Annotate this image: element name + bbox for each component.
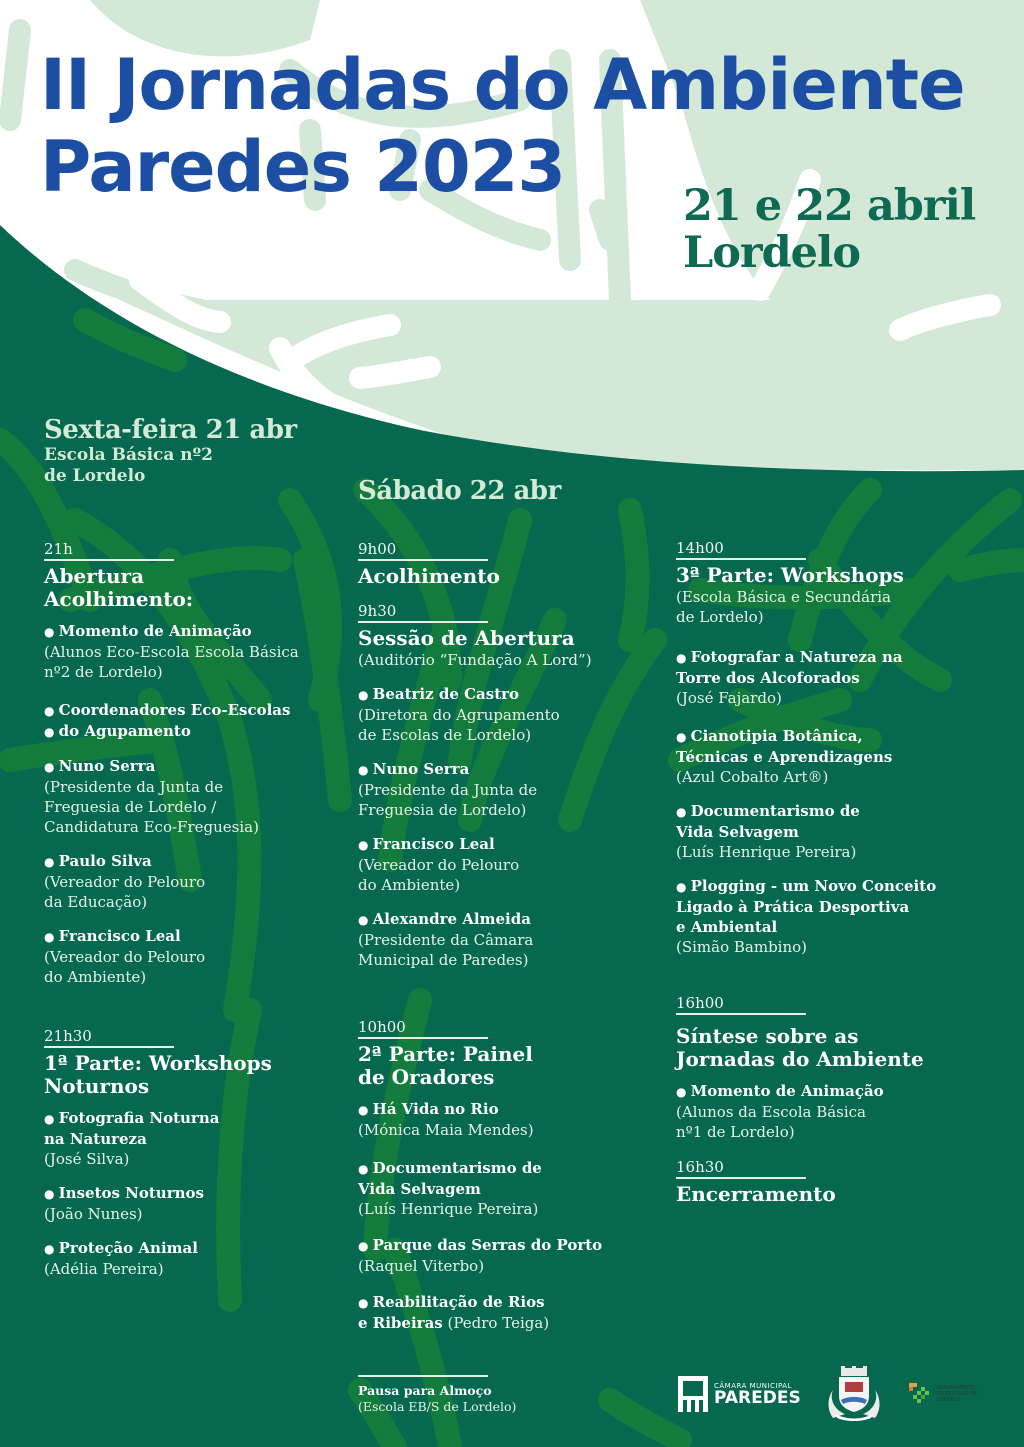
item-title: ● Momento de Animação (676, 1081, 986, 1102)
item-title: ● Documentarismo de (358, 1158, 658, 1179)
session-venue-line: de Lordelo) (676, 608, 764, 626)
list-item (358, 1158, 658, 1219)
session-title (676, 1025, 986, 1071)
item-title: ● Cianotipia Botânica, (676, 726, 986, 747)
dates-text: 21 e 22 abril (683, 181, 976, 231)
list-item (676, 876, 986, 957)
session-title-line: de Oradores (358, 1065, 495, 1089)
saturday-afternoon-column (676, 539, 986, 957)
session-title (44, 1052, 334, 1098)
logo-text-line: LORDELO (936, 1397, 961, 1403)
schedule-block-16h30 (676, 1158, 986, 1206)
item-desc: Freguesia de Lordelo) (358, 801, 527, 819)
session-title-line: Abertura (44, 564, 145, 588)
list-item (44, 1238, 334, 1279)
list-item (676, 647, 986, 708)
item-title: ● Francisco Leal (44, 926, 334, 947)
item-title-cont: ● do Agupamento (44, 721, 334, 742)
time-label: 10h00 (358, 1018, 488, 1039)
item-title: ● Fotografia Noturna (44, 1108, 334, 1129)
list-item (44, 756, 334, 837)
item-title-cont: Vida Selvagem (676, 823, 799, 841)
logo-text-line: DE ESCOLAS DE (936, 1391, 978, 1397)
schedule-block-9h30 (358, 602, 658, 970)
camara-municipal-paredes-logo (676, 1374, 801, 1414)
item-title: ● Nuno Serra (44, 756, 334, 777)
time-label: 21h (44, 540, 174, 561)
item-title: ● Proteção Animal (44, 1238, 334, 1259)
schedule-block-21h (44, 540, 334, 987)
session-title: Sessão de Abertura (358, 626, 575, 650)
list-item (44, 621, 334, 682)
list-item (358, 1292, 658, 1333)
coat-of-arms-icon (825, 1366, 883, 1422)
logo-small-text: CÂMARA MUNICIPAL (714, 1381, 792, 1390)
saturday-day-label: Sábado 22 abr (358, 476, 561, 506)
list-item (44, 1108, 334, 1169)
list-item (358, 759, 658, 820)
session-title-line: 1ª Parte: Workshops (44, 1051, 272, 1075)
list-item (676, 1081, 986, 1142)
lunch-venue: (Escola EB/S de Lordelo) (358, 1399, 517, 1414)
item-title-cont: Ligado à Prática Desportiva (676, 898, 910, 916)
poster-title-line1: II Jornadas do Ambiente (40, 44, 965, 126)
list-item (358, 909, 658, 970)
lunch-divider (358, 1375, 492, 1399)
session-venue: (Auditório “Fundação A Lord”) (358, 651, 592, 669)
item-desc: (Alunos da Escola Básica (676, 1103, 867, 1121)
logo-text-line: AGRUPAMENTO (936, 1385, 976, 1391)
item-title: ● Documentarismo de (676, 801, 986, 822)
session-venue-line: (Escola Básica e Secundária (676, 588, 891, 606)
schedule-block-10h00 (358, 1018, 658, 1333)
item-desc: do Ambiente) (44, 968, 147, 986)
item-desc: Freguesia de Lordelo / (44, 798, 217, 816)
item-desc: do Ambiente) (358, 876, 461, 894)
friday-heading (44, 415, 297, 487)
item-desc: (José Silva) (44, 1150, 130, 1168)
schedule-block-14h00 (676, 539, 986, 957)
time-label: 9h30 (358, 602, 488, 623)
item-desc: (Luís Henrique Pereira) (358, 1200, 539, 1218)
item-title: ● Beatriz de Castro (358, 684, 658, 705)
camara-logo-text (714, 1382, 801, 1407)
list-item (676, 726, 986, 787)
item-desc: (Azul Cobalto Art®) (676, 768, 829, 786)
item-title: ● Parque das Serras do Porto (358, 1235, 658, 1256)
friday-venue-line1: Escola Básica nº2 (44, 445, 213, 465)
list-item (676, 801, 986, 862)
schedule-block-16h00 (676, 994, 986, 1142)
saturday-morning-column-part2 (358, 1018, 658, 1333)
item-title-cont: Torre dos Alcoforados (676, 669, 860, 687)
time-label: 14h00 (676, 539, 806, 560)
item-desc: (Mónica Maia Mendes) (358, 1121, 534, 1139)
list-item (44, 926, 334, 987)
session-title-line: Noturnos (44, 1074, 150, 1098)
lunch-label: Pausa para Almoço (358, 1383, 492, 1398)
list-item (358, 1099, 658, 1140)
item-desc: (Presidente da Junta de (44, 778, 224, 796)
schedule-block-9h00 (358, 540, 658, 588)
session-title: Acolhimento (358, 564, 500, 588)
list-item (44, 851, 334, 912)
friday-column (44, 540, 334, 987)
item-desc: (Simão Bambino) (676, 938, 808, 956)
item-desc: (Vereador do Pelouro (44, 948, 206, 966)
item-desc: (Diretora do Agrupamento (358, 706, 560, 724)
item-desc: (Alunos Eco-Escola Escola Básica (44, 643, 299, 661)
event-dates (683, 183, 975, 277)
item-title-cont: Vida Selvagem (358, 1180, 481, 1198)
item-title-cont: na Natureza (44, 1130, 147, 1148)
saturday-afternoon-column-part2 (676, 994, 986, 1206)
friday-day-label: Sexta-feira 21 abr (44, 415, 297, 445)
item-desc: (José Fajardo) (676, 689, 782, 707)
schedule-block-21h30 (44, 1027, 334, 1279)
saturday-morning-column (358, 540, 658, 970)
item-title: ● Insetos Noturnos (44, 1183, 334, 1204)
item-title-cont-bold: e Ribeiras (358, 1314, 443, 1332)
item-desc: (Pedro Teiga) (447, 1314, 550, 1332)
session-title: 3ª Parte: Workshops (676, 563, 904, 587)
poster-title-line2: Paredes 2023 (40, 126, 566, 208)
item-title: ● Plogging - um Novo Conceito (676, 876, 986, 897)
lunch-break (358, 1375, 658, 1415)
agrupamento-logo-text (937, 1385, 987, 1403)
item-desc: da Educação) (44, 893, 148, 911)
item-title: ● Nuno Serra (358, 759, 658, 780)
logo-big-text: PAREDES (714, 1387, 801, 1408)
item-desc: (Vereador do Pelouro (44, 873, 206, 891)
building-columns-icon (676, 1374, 710, 1414)
item-title: ● Francisco Leal (358, 834, 658, 855)
item-desc: (Raquel Viterbo) (358, 1257, 485, 1275)
time-label: 16h30 (676, 1158, 806, 1179)
session-title: Encerramento (676, 1182, 836, 1206)
list-item (358, 684, 658, 745)
item-title: ● Alexandre Almeida (358, 909, 658, 930)
item-desc: (Adélia Pereira) (44, 1260, 164, 1278)
session-title (358, 1043, 658, 1089)
item-desc: (Vereador do Pelouro (358, 856, 520, 874)
item-title: ● Paulo Silva (44, 851, 334, 872)
item-desc: (Presidente da Junta de (358, 781, 538, 799)
item-title: ● Momento de Animação (44, 621, 334, 642)
list-item (44, 1183, 334, 1224)
item-title-cont: Técnicas e Aprendizagens (676, 748, 893, 766)
item-title-cont: e Ambiental (676, 918, 778, 936)
pixel-leaf-icon (907, 1381, 933, 1407)
item-desc: (João Nunes) (44, 1205, 143, 1223)
item-title: ● Há Vida no Rio (358, 1099, 658, 1120)
time-label: 16h00 (676, 994, 806, 1015)
item-title: ● Reabilitação de Rios (358, 1292, 658, 1313)
location-text: Lordelo (683, 228, 861, 278)
list-item (358, 1235, 658, 1276)
list-item (44, 700, 334, 742)
time-label: 9h00 (358, 540, 488, 561)
item-title: ● Fotografar a Natureza na (676, 647, 986, 668)
item-desc: (Luís Henrique Pereira) (676, 843, 857, 861)
item-title: ● Coordenadores Eco-Escolas (44, 700, 334, 721)
agrupamento-escolas-logo (907, 1381, 987, 1407)
item-desc: nº2 de Lordelo) (44, 663, 163, 681)
friday-column-part2 (44, 1027, 334, 1279)
item-desc: Municipal de Paredes) (358, 951, 529, 969)
friday-venue-line2: de Lordelo (44, 466, 146, 486)
session-title-line: Síntese sobre as (676, 1024, 859, 1048)
session-title-line: 2ª Parte: Painel (358, 1042, 533, 1066)
saturday-heading (358, 476, 561, 506)
item-title-cont (358, 1313, 658, 1333)
list-item (358, 834, 658, 895)
item-desc: Candidatura Eco-Freguesia) (44, 818, 259, 836)
sponsor-logos (676, 1366, 987, 1422)
session-title-line: Acolhimento: (44, 587, 194, 611)
item-desc: nº1 de Lordelo) (676, 1123, 795, 1141)
session-title-line: Jornadas do Ambiente (676, 1047, 924, 1071)
time-label: 21h30 (44, 1027, 174, 1048)
item-desc: de Escolas de Lordelo) (358, 726, 532, 744)
session-title (44, 565, 334, 611)
item-desc: (Presidente da Câmara (358, 931, 534, 949)
